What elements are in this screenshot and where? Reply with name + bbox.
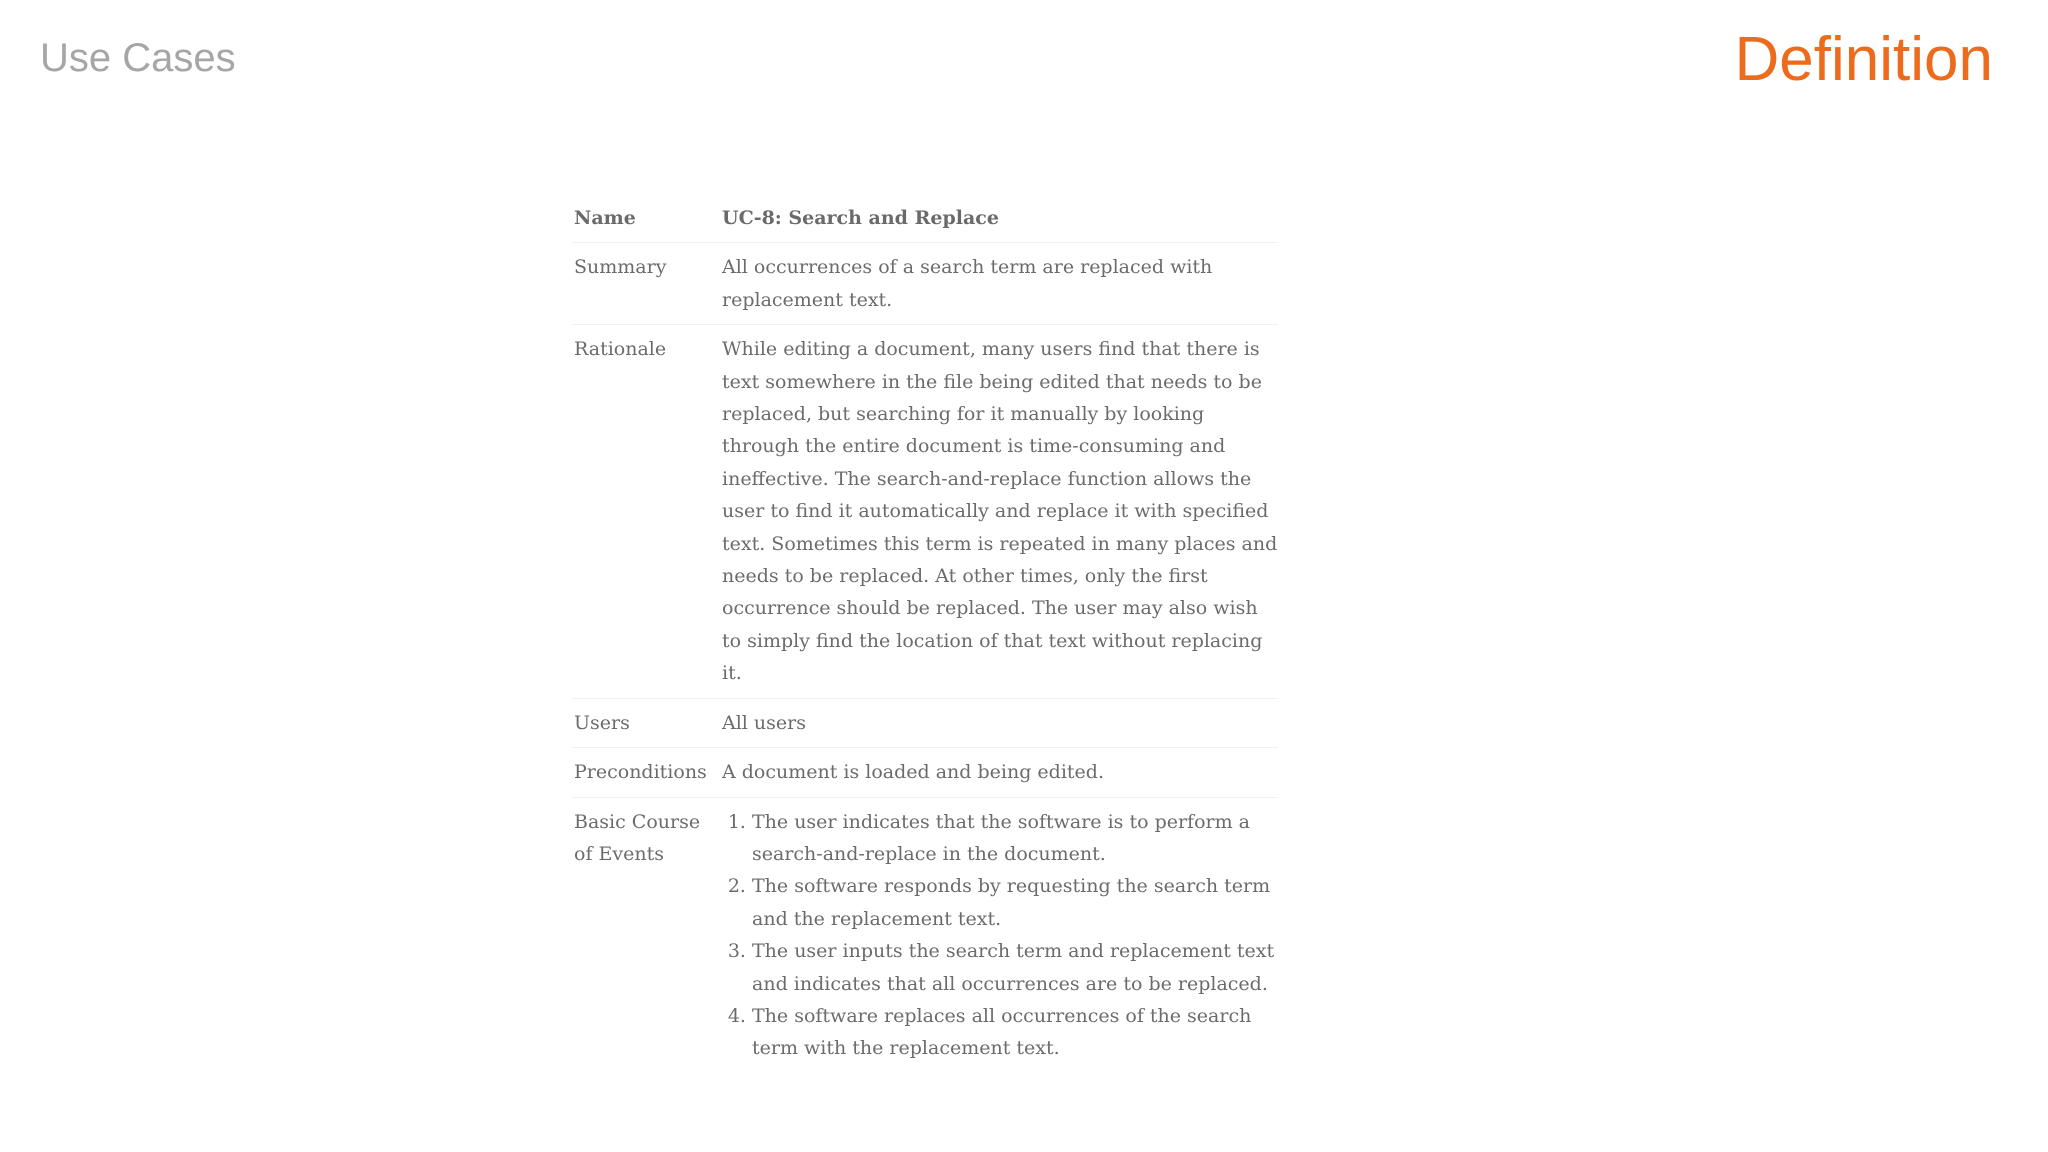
name-label: Name bbox=[572, 194, 720, 243]
basic-course-step: 4. The software replaces all occurrences of the search term with the replacement text. bbox=[752, 1000, 1278, 1065]
rationale-label: Rationale bbox=[572, 325, 720, 698]
basic-course-label: Basic Course of Events bbox=[574, 810, 701, 865]
basic-course-step: 2. The software responds by requesting the search term and the replacement text. bbox=[752, 870, 1278, 935]
table-row-rationale bbox=[572, 325, 1278, 698]
section-label: Use Cases bbox=[40, 36, 236, 80]
preconditions-label: Preconditions bbox=[572, 748, 720, 797]
summary-label: Summary bbox=[572, 243, 720, 325]
users-value: All users bbox=[720, 698, 1278, 747]
preconditions-value: A document is loaded and being edited. bbox=[720, 748, 1278, 797]
table-row-basic-course bbox=[572, 797, 1278, 1073]
summary-value: All occurrences of a search term are replaced with replacement text. bbox=[720, 243, 1278, 325]
table-row-preconditions bbox=[572, 748, 1278, 797]
users-label: Users bbox=[572, 698, 720, 747]
basic-course-step: 1. The user indicates that the software is to perform a search-and-replace in the document. bbox=[752, 806, 1278, 871]
table-row-users bbox=[572, 698, 1278, 747]
basic-course-step: 3. The user inputs the search term and replacement text and indicates that all occurrences are to be replaced. bbox=[752, 935, 1278, 1000]
use-case-table bbox=[572, 194, 1278, 1073]
table-row-name bbox=[572, 194, 1278, 243]
rationale-value: While editing a document, many users find that there is text somewhere in the file being edited that needs to be replaced, but searching for it manually by looking through the entire document is time-consuming and ineffective. The search-and-replace function allows the user to find it automatically and replace it with specified text. Sometimes this term is repeated in many places and needs to be replaced. At other times, only the first occurrence should be replaced. The user may also wish to simply find the location of that text without replacing it. bbox=[720, 325, 1278, 698]
slide-title: Definition bbox=[1734, 25, 1993, 94]
basic-course-steps bbox=[722, 806, 1278, 1065]
name-value: UC-8: Search and Replace bbox=[720, 194, 1278, 243]
table-row-summary bbox=[572, 243, 1278, 325]
basic-course-value bbox=[720, 797, 1278, 1073]
